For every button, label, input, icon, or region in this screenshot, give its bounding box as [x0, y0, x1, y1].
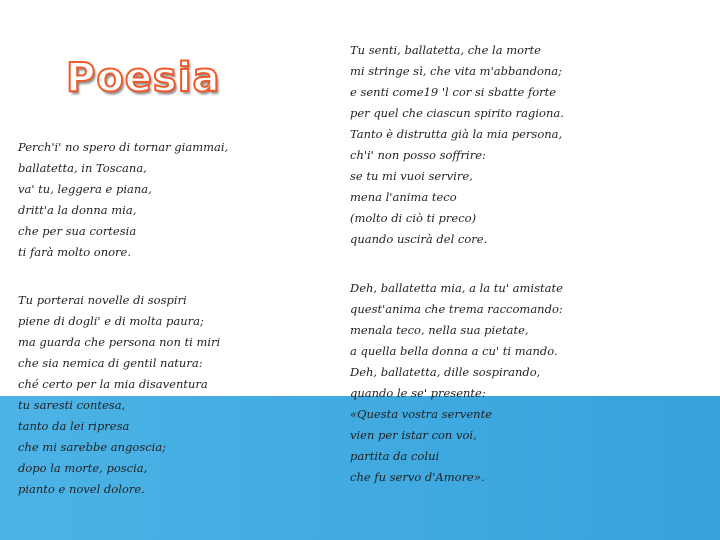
poem-line: «Questa vostra servente [350, 407, 493, 421]
poem-line: tu saresti contesa, [18, 398, 126, 412]
poem-line: se tu mi vuoi servire, [350, 169, 473, 183]
stanza-4 [350, 278, 563, 488]
poem-line: dopo la morte, poscia, [18, 461, 148, 475]
poem-line: quando uscirà del core. [350, 232, 488, 246]
poem-line: Tu porterai novelle di sospiri [18, 293, 187, 307]
poem-line: ma guarda che persona non ti miri [18, 335, 221, 349]
stanza-2 [18, 290, 220, 500]
poem-line: Deh, ballatetta mia, a la tu' amistate [350, 281, 563, 295]
poem-line: che mi sarebbe angoscia; [18, 440, 167, 454]
page-title: Poesia [66, 55, 221, 101]
poem-line: Perch'i' no spero di tornar giammai, [18, 140, 229, 154]
poem-line: menala teco, nella sua pietate, [350, 323, 529, 337]
poem-line: partita da colui [350, 449, 440, 463]
poem-line: pianto e novel dolore. [18, 482, 145, 496]
poem-line: dritt'a la donna mia, [18, 203, 137, 217]
poem-line: Tu senti, ballatetta, che la morte [350, 43, 541, 57]
poem-line: ch'i' non posso soffrire: [350, 148, 486, 162]
poem-line: tanto da lei ripresa [18, 419, 130, 433]
poem-line: Tanto è distrutta già la mia persona, [350, 127, 563, 141]
poem-line: ti farà molto onore. [18, 245, 131, 259]
poem-line: ballatetta, in Toscana, [18, 161, 147, 175]
poem-line: quest'anima che trema raccomando: [350, 302, 563, 316]
poem-line: Deh, ballatetta, dille sospirando, [350, 365, 541, 379]
stanza-3 [350, 40, 564, 250]
poem-line: e senti come19 'l cor si sbatte forte [350, 85, 557, 99]
poem-line: per quel che ciascun spirito ragiona. [350, 106, 564, 120]
stanza-1 [18, 137, 228, 263]
poem-line: vien per istar con voi, [350, 428, 477, 442]
poem-line: (molto di ciò ti preco) [350, 211, 477, 225]
poem-line: che per sua cortesia [18, 224, 137, 238]
poem-line: mi stringe sì, che vita m'abbandona; [350, 64, 563, 78]
poem-line: a quella bella donna a cu' ti mando. [350, 344, 558, 358]
poem-line: che sia nemica di gentil natura: [18, 356, 203, 370]
poem-line: mena l'anima teco [350, 190, 457, 204]
poem-line: ché certo per la mia disaventura [18, 377, 208, 391]
poem-line: quando le se' presente: [350, 386, 486, 400]
poem-line: piene di dogli' e di molta paura; [18, 314, 204, 328]
poem-line: va' tu, leggera e piana, [18, 182, 152, 196]
poem-line: che fu servo d'Amore». [350, 470, 485, 484]
